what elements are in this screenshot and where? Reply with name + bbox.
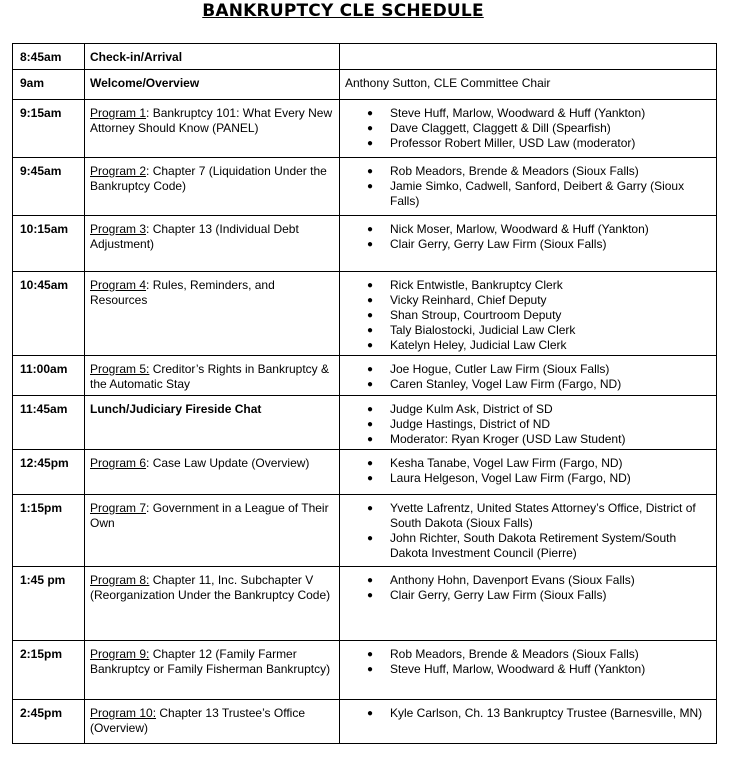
time-cell: 11:45am [13,396,85,450]
time-cell: 2:15pm [13,641,85,700]
speaker-item: ● Judge Hastings, District of ND [345,417,711,432]
program-label: Program 6 [90,456,147,470]
speaker-item: ● Anthony Hohn, Davenport Evans (Sioux Falls) [345,573,711,588]
speaker-list [345,706,711,721]
time-cell: 8:45am [13,44,85,70]
speakers-cell [340,356,717,396]
program-cell [85,450,340,495]
program-title: : Bankruptcy 101: What Every New Attorney Should Know (PANEL) [90,106,333,135]
program-title: : Government in a League of Their Own [90,501,329,530]
speaker-item: ● Taly Bialostocki, Judicial Law Clerk [345,323,711,338]
speakers-cell [340,495,717,567]
speaker-list [345,402,711,447]
speakers-cell [340,396,717,450]
program-cell [85,158,340,216]
speaker-list [345,647,711,677]
time-cell: 2:45pm [13,700,85,744]
speakers-cell [340,641,717,700]
speaker-item: ● John Richter, South Dakota Retirement System/South Dakota Investment Council (Pierre) [345,531,711,561]
speaker-item: ● Kesha Tanabe, Vogel Law Firm (Fargo, ND) [345,456,711,471]
schedule-row [13,641,717,700]
speaker-item: ● Clair Gerry, Gerry Law Firm (Sioux Falls) [345,237,711,252]
schedule-row [13,70,717,100]
program-title: : Case Law Update (Overview) [146,456,310,470]
speaker-item: ● Rob Meadors, Brende & Meadors (Sioux Falls) [345,647,711,662]
speaker-item: ● Laura Helgeson, Vogel Law Firm (Fargo, ND) [345,471,711,486]
speaker-text: Anthony Sutton, CLE Committee Chair [345,76,551,90]
speakers-cell [340,100,717,158]
speaker-item: ● Judge Kulm Ask, District of SD [345,402,711,417]
speaker-list [345,456,711,486]
program-title: Creditor’s Rights in Bankruptcy & the Automatic Stay [90,362,329,391]
speakers-cell [340,567,717,641]
time-cell: 12:45pm [13,450,85,495]
program-title: Chapter 12 (Family Farmer Bankruptcy or Family Fisherman Bankruptcy) [90,647,331,676]
speaker-item: ● Nick Moser, Marlow, Woodward & Huff (Yankton) [345,222,711,237]
schedule-row [13,272,717,356]
program-cell [85,641,340,700]
speaker-item: ● Caren Stanley, Vogel Law Firm (Fargo, ND) [345,377,711,392]
speakers-cell [340,700,717,744]
speaker-item: ● Yvette Lafrentz, United States Attorney’s Office, District of South Dakota (Sioux Falls) [345,501,711,531]
schedule-row [13,567,717,641]
schedule-row [13,495,717,567]
time-cell: 9:45am [13,158,85,216]
program-label: Program 9: [90,647,150,661]
speaker-list [345,573,711,603]
program-cell [85,495,340,567]
program-cell [85,567,340,641]
speaker-item: ● Moderator: Ryan Kroger (USD Law Student) [345,432,711,447]
speaker-item: ● Dave Claggett, Claggett & Dill (Spearfish) [345,121,711,136]
speaker-item: ● Joe Hogue, Cutler Law Firm (Sioux Falls) [345,362,711,377]
schedule-row [13,100,717,158]
page-title: BANKRUPTCY CLE SCHEDULE [202,1,484,21]
program-title: Chapter 11, Inc. Subchapter V (Reorganization Under the Bankruptcy Code) [90,573,331,602]
speaker-list [345,164,711,209]
program-cell [85,700,340,744]
schedule-row [13,356,717,396]
schedule-table [12,43,717,744]
time-cell: 10:15am [13,216,85,272]
speaker-list [345,222,711,252]
speaker-item: ● Professor Robert Miller, USD Law (moderator) [345,136,711,151]
speaker-item: ● Rick Entwistle, Bankruptcy Clerk [345,278,711,293]
time-cell: 1:45 pm [13,567,85,641]
program-title: : Chapter 7 (Liquidation Under the Bankruptcy Code) [90,164,327,193]
program-title: Check-in/Arrival [90,50,183,64]
schedule-row [13,700,717,744]
program-title: : Rules, Reminders, and Resources [90,278,275,307]
schedule-row [13,216,717,272]
program-cell [85,44,340,70]
program-label: Program 7 [90,501,147,515]
program-label: Program 2 [90,164,147,178]
program-title: Chapter 13 Trustee’s Office (Overview) [90,706,305,735]
program-title: : Chapter 13 (Individual Debt Adjustment) [90,222,299,251]
program-cell [85,70,340,100]
speaker-item: ● Steve Huff, Marlow, Woodward & Huff (Yankton) [345,106,711,121]
speaker-list [345,501,711,561]
time-cell: 9am [13,70,85,100]
speaker-item: ● Vicky Reinhard, Chief Deputy [345,293,711,308]
program-cell [85,216,340,272]
program-label: Program 8: [90,573,150,587]
schedule-row [13,158,717,216]
speaker-list [345,362,711,392]
program-cell [85,356,340,396]
speaker-list [345,278,711,353]
time-cell: 1:15pm [13,495,85,567]
speakers-cell [340,450,717,495]
program-cell [85,100,340,158]
speaker-item: ● Katelyn Heley, Judicial Law Clerk [345,338,711,353]
time-cell: 10:45am [13,272,85,356]
speakers-cell [340,216,717,272]
program-title: Lunch/Judiciary Fireside Chat [90,402,262,416]
speaker-list [345,106,711,151]
speaker-item: ● Clair Gerry, Gerry Law Firm (Sioux Falls) [345,588,711,603]
time-cell: 11:00am [13,356,85,396]
program-label: Program 5: [90,362,150,376]
speakers-cell [340,44,717,70]
speakers-cell [340,70,717,100]
speaker-item: ● Shan Stroup, Courtroom Deputy [345,308,711,323]
schedule-row [13,396,717,450]
time-cell: 9:15am [13,100,85,158]
program-title: Welcome/Overview [90,76,200,90]
program-label: Program 3 [90,222,147,236]
speakers-cell [340,272,717,356]
schedule-row [13,450,717,495]
speakers-cell [340,158,717,216]
speaker-item: ● Jamie Simko, Cadwell, Sanford, Deibert & Garry (Sioux Falls) [345,179,711,209]
program-label: Program 10: [90,706,157,720]
program-cell [85,272,340,356]
program-label: Program 4 [90,278,147,292]
speaker-item: ● Rob Meadors, Brende & Meadors (Sioux Falls) [345,164,711,179]
program-cell [85,396,340,450]
speaker-item: ● Kyle Carlson, Ch. 13 Bankruptcy Trustee (Barnesville, MN) [345,706,711,721]
program-label: Program 1 [90,106,147,120]
speaker-item: ● Steve Huff, Marlow, Woodward & Huff (Yankton) [345,662,711,677]
schedule-row [13,44,717,70]
